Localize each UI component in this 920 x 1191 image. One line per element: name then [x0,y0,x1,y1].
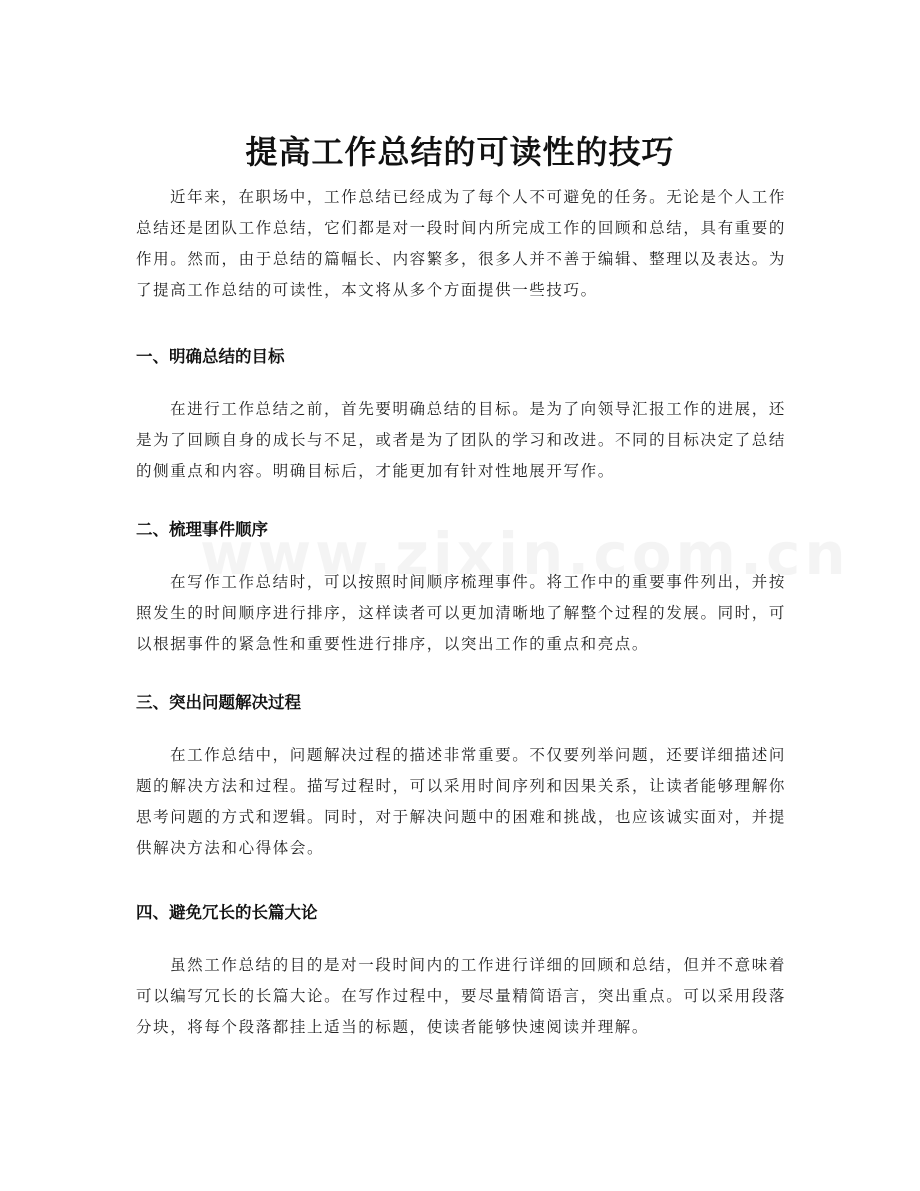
section-heading-1: 一、明确总结的目标 [136,347,285,366]
section-body-1: 在进行工作总结之前，首先要明确总结的目标。是为了向领导汇报工作的进展，还是为了回顾自身的成长与不足，或者是为了团队的学习和改进。不同的目标决定了总结的侧重点和内容。明确目标后，才能更加有针对性地展开写作。 [136,400,786,480]
section-heading-3: 三、突出问题解决过程 [136,693,301,712]
intro-paragraph: 近年来，在职场中，工作总结已经成为了每个人不可避免的任务。无论是个人工作总结还是团队工作总结，它们都是对一段时间内所完成工作的回顾和总结，具有重要的作用。然而，由于总结的篇幅长、内容繁多，很多人并不善于编辑、整理以及表达。为了提高工作总结的可读性，本文将从多个方面提供一些技巧。 [136,188,786,299]
document-title: 提高工作总结的可读性的技巧 [245,133,675,172]
section-heading-2: 二、梳理事件顺序 [136,520,268,539]
section-body-2: 在写作工作总结时，可以按照时间顺序梳理事件。将工作中的重要事件列出，并按照发生的时间顺序进行排序，这样读者可以更加清晰地了解整个过程的发展。同时，可以根据事件的紧急性和重要性进行排序，以突出工作的重点和亮点。 [136,573,786,653]
section-body-4: 虽然工作总结的目的是对一段时间内的工作进行详细的回顾和总结，但并不意味着可以编写冗长的长篇大论。在写作过程中，要尽量精简语言，突出重点。可以采用段落分块，将每个段落都挂上适当的标题，使读者能够快速阅读并理解。 [136,956,786,1036]
section-body-3: 在工作总结中，问题解决过程的描述非常重要。不仅要列举问题，还要详细描述问题的解决方法和过程。描写过程时，可以采用时间序列和因果关系，让读者能够理解你思考问题的方式和逻辑。同时，对于解决问题中的困难和挑战，也应该诚实面对，并提供解决方法和心得体会。 [136,746,786,857]
section-heading-4: 四、避免冗长的长篇大论 [136,903,318,922]
